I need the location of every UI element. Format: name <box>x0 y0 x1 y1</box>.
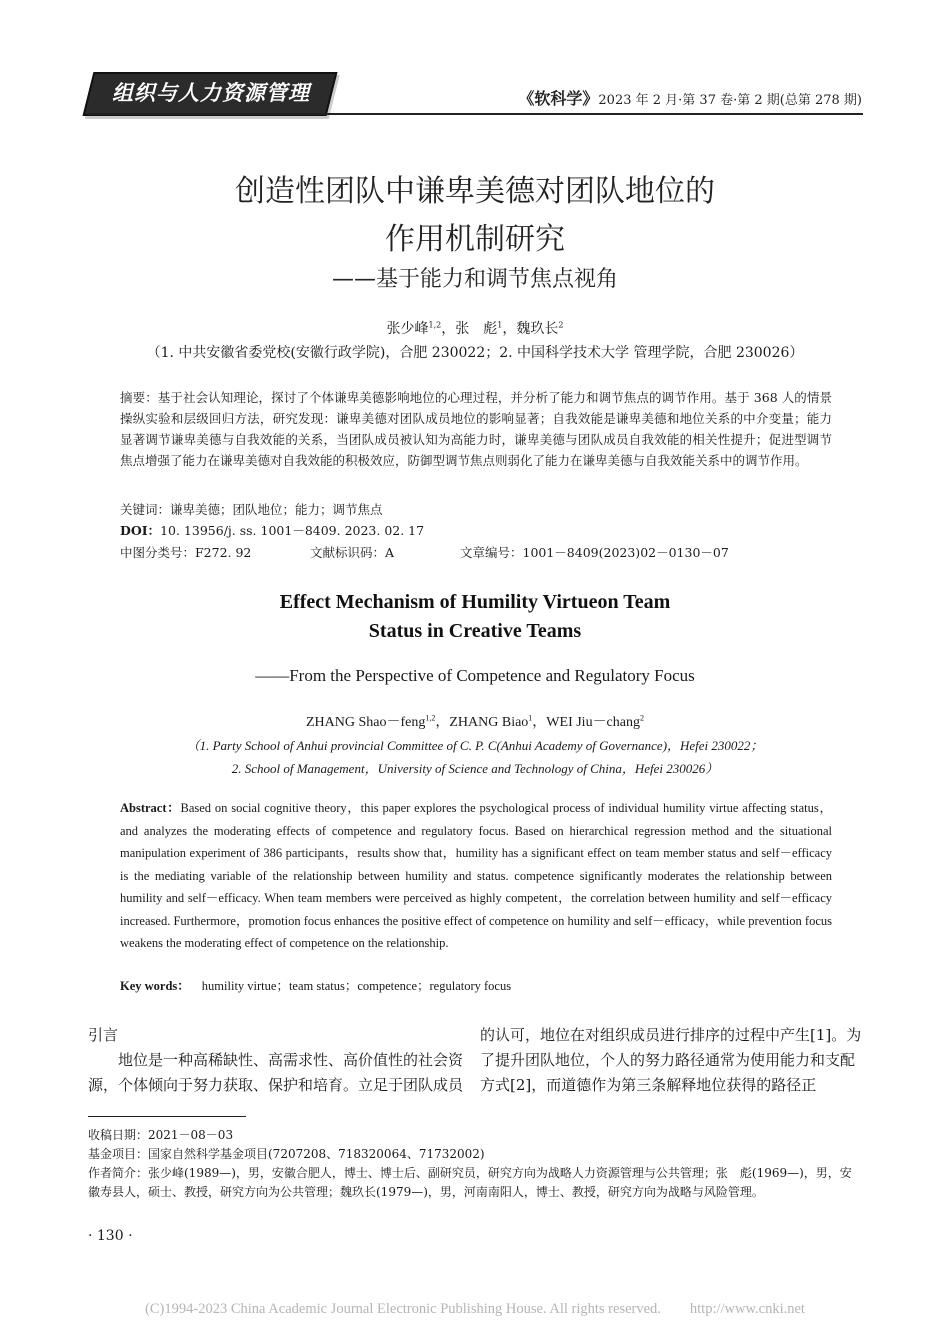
authors-en: ZHANG Shao－feng$^{1,2}$，ZHANG Biao$^1$，WEI Jiu－chang$^2$ <box>305 713 644 730</box>
abstract-cn-label: 摘要： <box>120 390 158 405</box>
author-cn-3: 魏玖长 <box>516 321 559 337</box>
body-column-left <box>88 1023 470 1098</box>
fund-info: 基金项目：国家自然科学基金项目(7207208、718320064、71732002) <box>88 1147 485 1161</box>
keywords-cn-text: 谦卑美德；团队地位；能力；调节焦点 <box>170 502 383 517</box>
author-cn-3-affil: 2 <box>558 320 564 330</box>
issue-info: 2023 年 2 月·第 37 卷·第 2 期(总第 278 期) <box>598 93 862 108</box>
author-cn-2-affil: 1 <box>497 320 503 330</box>
header-rule <box>88 113 863 115</box>
body-column-right <box>480 1023 862 1098</box>
author-en-1: ZHANG Shao－feng <box>305 715 426 730</box>
keywords-cn <box>120 499 383 520</box>
journal-name: 《软科学》 <box>518 89 599 108</box>
subtitle-en: ——From the Perspective of Competence and Regulatory Focus <box>255 666 695 685</box>
doi-text: 10. 13956/j. ss. 1001－8409. 2023. 02. 17 <box>160 523 425 538</box>
abstract-en <box>120 797 832 955</box>
author-en-1-affil: 1,2 <box>425 713 436 723</box>
document-code: 文献标识码：A <box>310 545 395 560</box>
copyright-watermark: (C)1994-2023 China Academic Journal Electronic Publishing House. All rights reserved. http://www.cnki.net <box>145 1301 805 1317</box>
page-number: · 130 · <box>88 1228 133 1244</box>
keywords-cn-label: 关键词： <box>120 502 171 517</box>
author-cn-2: 张 彪 <box>455 321 498 337</box>
author-en-2-affil: 1 <box>528 713 533 723</box>
body-paragraph-left: 地位是一种高稀缺性、高需求性、高价值性的社会资源，个体倾向于努力获取、保护和培育。立足于团队成员 <box>88 1051 464 1094</box>
keywords-en-label: Key words： <box>120 979 190 993</box>
author-cn-1: 张少峰 <box>386 321 429 337</box>
abstract-cn-text: 基于社会认知理论，探讨了个体谦卑美德影响地位的心理过程，并分析了能力和调节焦点的调节作用。基于 368 人的情景操纵实验和层级回归方法，研究发现：谦卑美德对团队成员地位的影响显著；自我效能是谦卑美德和地位关系的中介变量；能力显著调节谦卑美德与自我效能的关系，当团队成员被认知为高能力时，谦卑美德与团队成员自我效能的相关性提升；促进型调节焦点增强了能力在谦卑美德对自我效能的积极效应，防御型调节焦点则弱化了能力在谦卑美德与自我效能关系中的调节作用。 <box>120 390 832 468</box>
author-cn-1-affil: 1,2 <box>428 320 442 330</box>
footnotes <box>88 1126 863 1202</box>
author-en-2: ZHANG Biao <box>449 715 529 730</box>
intro-heading: 引言 <box>88 1026 119 1044</box>
title-cn-line2: 作用机制研究 <box>385 222 565 257</box>
footnote-rule <box>88 1116 246 1117</box>
abstract-en-label: Abstract： <box>120 801 181 815</box>
title-en-line1: Effect Mechanism of Humility Virtueon Team <box>279 591 671 613</box>
title-cn-line1: 创造性团队中谦卑美德对团队地位的 <box>235 174 715 209</box>
doi-label: DOI： <box>120 523 161 538</box>
abstract-cn <box>120 387 832 471</box>
article-number: 文章编号：1001－8409(2023)02－0130－07 <box>460 545 729 560</box>
journal-issue-info <box>518 86 862 109</box>
classification-row <box>120 543 832 561</box>
keywords-en-text: humility virtue；team status；competence；regulatory focus <box>201 979 512 993</box>
body-paragraph-right: 的认可，地位在对组织成员进行排序的过程中产生[1]。为了提升团队地位，个人的努力路径通常为使用能力和支配方式[2]，而道德作为第三条解释地位获得的路径正 <box>480 1026 862 1094</box>
doi <box>120 520 424 541</box>
affiliation-en-line2: 2. School of Management，University of Science and Technology of China，Hefei 230026） <box>231 761 719 776</box>
clc-code: 中图分类号：F272. 92 <box>120 545 252 560</box>
authors-cn: 张少峰$^{1,2}$，张 彪$^1$，魏玖长$^2$ <box>386 320 564 337</box>
section-banner-label: 组织与人力资源管理 <box>112 81 310 105</box>
received-date: 收稿日期：2021－08－03 <box>88 1128 234 1142</box>
affiliation-en-line1: （1. Party School of Anhui provincial Committee of C. P. C(Anhui Academy of Governance)，Hefei 230022； <box>186 738 764 753</box>
subtitle-cn: ——基于能力和调节焦点视角 <box>331 267 618 292</box>
author-en-3: WEI Jiu－chang <box>546 715 640 730</box>
keywords-en <box>120 976 511 994</box>
affiliation-cn: （1. 中共安徽省委党校(安徽行政学院)，合肥 230022；2. 中国科学技术大学 管理学院，合肥 230026） <box>146 345 804 361</box>
author-bio: 作者简介：张少峰(1989—)，男，安徽合肥人，博士、博士后、副研究员，研究方向为战略人力资源管理与公共管理；张 彪(1969—)，男，安徽寿县人，硕士、教授，研究方向为公共管理；魏玖长(1979—)，男，河南南阳人，博士、教授，研究方向为战略与风险管理。 <box>88 1166 852 1199</box>
author-en-3-affil: 2 <box>640 713 644 723</box>
abstract-en-text: Based on social cognitive theory，this paper explores the psychological process of individual humility virtue affecting status，and analyzes the moderating effects of competence and regulatory focus. Based on hierarchical regression method and the situational manipulation experiment of 386 participants，results show that，humility has a significant effect on team member status and self－efficacy is the mediating variable of the relationship between humility and status. competence significantly moderates the relationship between humility and self－efficacy. When team members were perceived as highly competent，the correlation between humility and self－efficacy increased. Furthermore，promotion focus enhances the positive effect of competence on humility and self－efficacy，while prevention focus weakens the moderating effect of competence on the relationship. <box>120 801 832 950</box>
title-en-line2: Status in Creative Teams <box>368 620 582 642</box>
